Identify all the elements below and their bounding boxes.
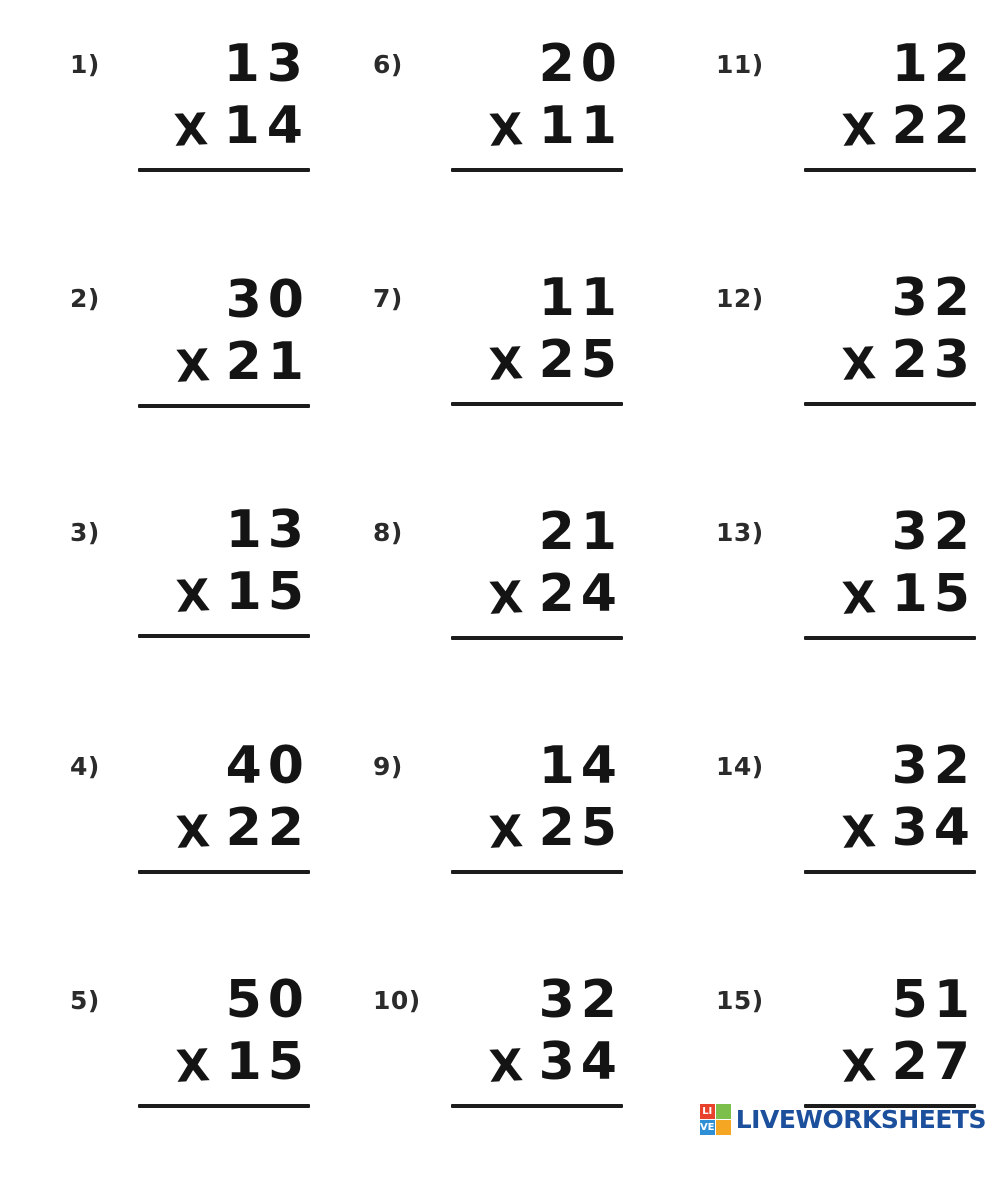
logo-square-orange — [716, 1120, 731, 1135]
problem-stack — [796, 34, 976, 172]
logo-text: LIVEWORKSHEETS — [735, 1105, 986, 1134]
multiply-icon: X — [487, 572, 524, 625]
problem-stack — [796, 736, 976, 874]
problem-number: 8) — [373, 518, 403, 547]
multiplier-row — [443, 798, 623, 864]
multiplicand: 32 — [891, 268, 976, 328]
answer-rule — [138, 870, 310, 874]
multiplier: 22 — [225, 798, 310, 858]
multiplier: 14 — [223, 96, 310, 156]
answer-rule — [804, 402, 976, 406]
problem-6 — [353, 28, 686, 262]
multiplier-row — [443, 1032, 623, 1098]
logo-square-ve: VE — [700, 1120, 715, 1135]
multiplier: 25 — [538, 330, 623, 390]
multiplier: 34 — [538, 1032, 623, 1092]
multiplicand-row — [443, 502, 623, 568]
problem-stack — [130, 736, 310, 874]
problem-2 — [20, 262, 353, 496]
multiply-icon: X — [174, 340, 211, 393]
multiplicand: 32 — [538, 970, 623, 1030]
multiplicand-row — [796, 736, 976, 802]
logo-square-green — [716, 1104, 731, 1119]
answer-rule — [804, 636, 976, 640]
liveworksheets-logo[interactable] — [700, 1104, 986, 1135]
answer-rule — [451, 870, 623, 874]
multiplicand-row — [796, 502, 976, 568]
multiplier-row — [796, 564, 976, 630]
answer-rule — [451, 168, 623, 172]
multiplier: 24 — [538, 564, 623, 624]
multiplicand: 14 — [538, 736, 623, 796]
multiply-icon: X — [174, 806, 211, 859]
multiplicand-row — [130, 270, 310, 336]
multiply-icon: X — [487, 806, 524, 859]
problem-9 — [353, 730, 686, 964]
multiplier: 34 — [891, 798, 976, 858]
multiply-icon: X — [840, 104, 877, 157]
multiplier: 25 — [538, 798, 623, 858]
problem-stack — [443, 502, 623, 640]
multiplier-row — [130, 96, 310, 162]
problem-8 — [353, 496, 686, 730]
multiply-icon: X — [487, 104, 524, 157]
multiplicand-row — [796, 34, 976, 100]
answer-rule — [138, 404, 310, 408]
multiplicand: 12 — [891, 34, 976, 94]
problem-number: 4) — [70, 752, 100, 781]
multiplier: 22 — [891, 96, 976, 156]
problem-number: 11) — [716, 50, 764, 79]
multiplicand: 40 — [225, 736, 310, 796]
problem-15 — [686, 964, 1000, 1198]
problem-stack — [443, 970, 623, 1108]
multiply-icon: X — [487, 1040, 524, 1093]
multiplicand-row — [443, 268, 623, 334]
multiplier: 15 — [225, 562, 310, 622]
multiply-icon: X — [840, 572, 877, 625]
multiplier: 11 — [538, 96, 623, 156]
multiply-icon: X — [174, 1040, 211, 1093]
multiplier-row — [443, 330, 623, 396]
multiplicand-row — [443, 736, 623, 802]
multiply-icon: X — [840, 1040, 877, 1093]
multiplicand-row — [443, 34, 623, 100]
problem-11 — [686, 28, 1000, 262]
problem-number: 12) — [716, 284, 764, 313]
multiplicand-row — [796, 970, 976, 1036]
answer-rule — [451, 1104, 623, 1108]
answer-rule — [804, 168, 976, 172]
multiplicand: 51 — [891, 970, 976, 1030]
multiplicand-row — [130, 736, 310, 802]
problem-number: 7) — [373, 284, 403, 313]
multiplicand: 50 — [225, 970, 310, 1030]
answer-rule — [804, 870, 976, 874]
multiplicand-row — [130, 970, 310, 1036]
multiplier-row — [796, 1032, 976, 1098]
problem-stack — [443, 34, 623, 172]
multiplicand: 32 — [891, 736, 976, 796]
problem-stack — [130, 500, 310, 638]
problem-number: 1) — [70, 50, 100, 79]
problem-7 — [353, 262, 686, 496]
multiplicand: 32 — [891, 502, 976, 562]
problem-stack — [796, 502, 976, 640]
multiplicand-row — [130, 500, 310, 566]
problem-number: 9) — [373, 752, 403, 781]
logo-squares-icon — [700, 1104, 731, 1135]
problem-1 — [20, 28, 353, 262]
multiplier: 15 — [891, 564, 976, 624]
problem-number: 6) — [373, 50, 403, 79]
problem-stack — [130, 270, 310, 408]
problem-grid — [20, 28, 1000, 1198]
multiplier-row — [130, 332, 310, 398]
answer-rule — [451, 636, 623, 640]
multiplicand: 11 — [538, 268, 623, 328]
multiplier-row — [796, 798, 976, 864]
problem-number: 2) — [70, 284, 100, 313]
answer-rule — [451, 402, 623, 406]
multiplier-row — [796, 330, 976, 396]
problem-number: 10) — [373, 986, 421, 1015]
logo-square-li: LI — [700, 1104, 715, 1119]
problem-14 — [686, 730, 1000, 964]
multiplicand: 30 — [225, 270, 310, 330]
answer-rule — [138, 1104, 310, 1108]
problem-stack — [796, 970, 976, 1108]
problem-3 — [20, 496, 353, 730]
multiply-icon: X — [487, 338, 524, 391]
multiply-icon: X — [174, 570, 211, 623]
multiplier-row — [130, 1032, 310, 1098]
problem-stack — [443, 736, 623, 874]
multiply-icon: X — [840, 338, 877, 391]
problem-10 — [353, 964, 686, 1198]
multiply-icon: X — [172, 104, 209, 157]
multiplicand: 21 — [538, 502, 623, 562]
problem-4 — [20, 730, 353, 964]
multiplier-row — [443, 564, 623, 630]
multiplicand-row — [130, 34, 310, 100]
problem-stack — [130, 34, 310, 172]
problem-number: 14) — [716, 752, 764, 781]
problem-12 — [686, 262, 1000, 496]
multiplier: 15 — [225, 1032, 310, 1092]
problem-number: 5) — [70, 986, 100, 1015]
multiplicand: 13 — [223, 34, 310, 94]
multiplier: 23 — [891, 330, 976, 390]
multiplicand: 13 — [225, 500, 310, 560]
multiplier: 27 — [891, 1032, 976, 1092]
problem-13 — [686, 496, 1000, 730]
multiply-icon: X — [840, 806, 877, 859]
problem-stack — [796, 268, 976, 406]
answer-rule — [138, 634, 310, 638]
multiplier-row — [796, 96, 976, 162]
multiplicand: 20 — [538, 34, 623, 94]
problem-number: 3) — [70, 518, 100, 547]
answer-rule — [138, 168, 310, 172]
problem-number: 15) — [716, 986, 764, 1015]
problem-5 — [20, 964, 353, 1198]
multiplier-row — [130, 798, 310, 864]
problem-number: 13) — [716, 518, 764, 547]
problem-stack — [130, 970, 310, 1108]
multiplier-row — [443, 96, 623, 162]
multiplicand-row — [443, 970, 623, 1036]
multiplier-row — [130, 562, 310, 628]
problem-stack — [443, 268, 623, 406]
multiplier: 21 — [225, 332, 310, 392]
multiplicand-row — [796, 268, 976, 334]
